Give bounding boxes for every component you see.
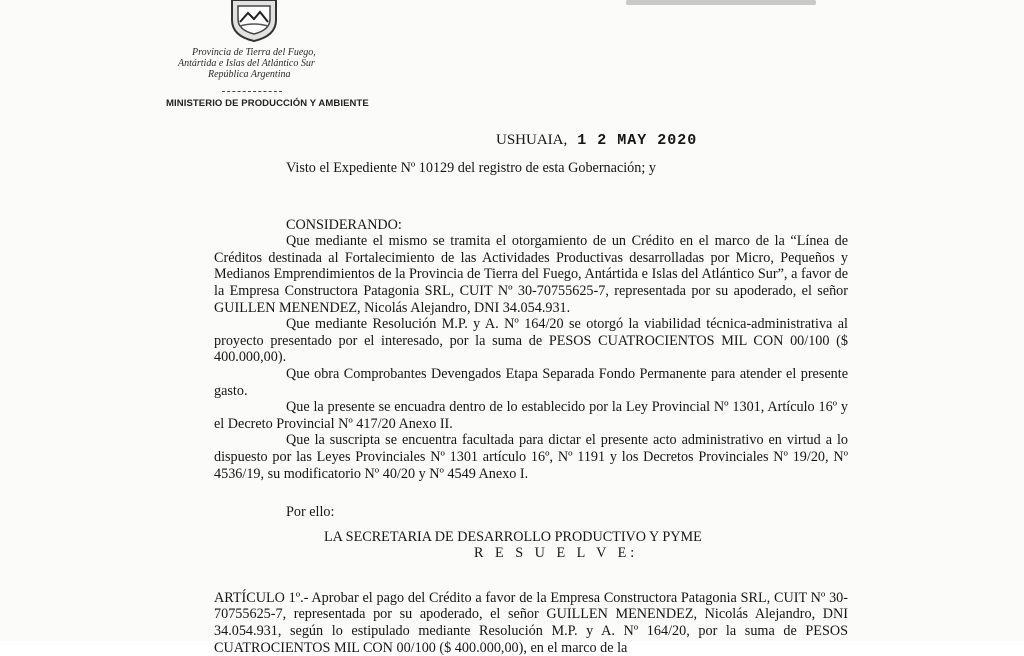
province-line-2: Antártida e Islas del Atlántico Sur: [178, 58, 315, 69]
ministry-name: MINISTERIO DE PRODUCCIÓN Y AMBIENTE: [166, 98, 369, 109]
considerando-paragraph-1: Que mediante el mismo se tramita el otorgamiento de un Crédito en el marco de la “Línea de Créditos destinada al Fortalecimiento de las Actividades Productivas desarrolladas por Micro, Pequeños y Medianos Emprendimientos de la Provincia de Tierra del Fuego, Antártida e Islas del Atlántico Sur”, a favor de la Empresa Constructora Patagonia SRL, CUIT Nº 30-70755625-7, representada por su apoderado, el señor GUILLEN MENENDEZ, Nicolás Alejandro, DNI 34.054.931.: [214, 233, 848, 316]
por-ello: Por ello:: [286, 504, 335, 521]
province-line-3: República Argentina: [208, 69, 291, 80]
provincial-seal-icon: [226, 0, 282, 42]
considerando-heading: CONSIDERANDO:: [286, 216, 402, 233]
header-divider: [222, 91, 282, 92]
resolution-body: [214, 160, 848, 656]
considerando-paragraph-2: Que mediante Resolución M.P. y A. Nº 164/20 se otorgó la viabilidad técnica-administrativa al proyecto presentado por el interesado, por la suma de PESOS CUATROCIENTOS MIL CON 00/100 ($ 400.000,00).: [214, 316, 848, 366]
articulo-1: ARTÍCULO 1º.- Aprobar el pago del Crédito a favor de la Empresa Constructora Patagonia SRL, CUIT Nº 30-70755625-7, representada por su apoderado, el señor GUILLEN MENENDEZ, Nicolás Alejandro, DNI 34.054.931, según lo estipulado mediante Resolución M.P. y A. Nº 164/20, por la suma de PESOS CUATROCIENTOS MIL CON 00/100 ($ 400.000,00), en el marco de la: [214, 589, 848, 656]
secretaria-heading: LA SECRETARIA DE DESARROLLO PRODUCTIVO Y PYME: [324, 528, 702, 545]
city: USHUAIA,: [496, 132, 568, 148]
top-stamp-fragment: [626, 0, 816, 5]
visto-paragraph: Visto el Expediente Nº 10129 del registro de esta Gobernación; y: [286, 160, 656, 176]
considerando-paragraph-5: Que la suscripta se encuentra facultada para dictar el presente acto administrativo en virtud a lo dispuesto por las Leyes Provinciales Nº 1301 artículo 16º, Nº 1191 y los Decretos Provinciales Nº 19/20, Nº 4536/19, su modificatorio Nº 40/20 y Nº 4549 Anexo I.: [214, 432, 848, 482]
dateline: [496, 132, 697, 149]
date-stamp: 1 2 MAY 2020: [577, 132, 698, 149]
considerando-paragraph-3: Que obra Comprobantes Devengados Etapa Separada Fondo Permanente para atender el presente gasto.: [214, 365, 848, 399]
resuelve-heading: R E S U E L V E:: [474, 545, 639, 562]
province-line-1: Provincia de Tierra del Fuego,: [192, 47, 316, 58]
considerando-paragraph-4: Que la presente se encuadra dentro de lo establecido por la Ley Provincial Nº 1301, Artículo 16º y el Decreto Provincial Nº 417/20 Anexo II.: [214, 399, 848, 432]
